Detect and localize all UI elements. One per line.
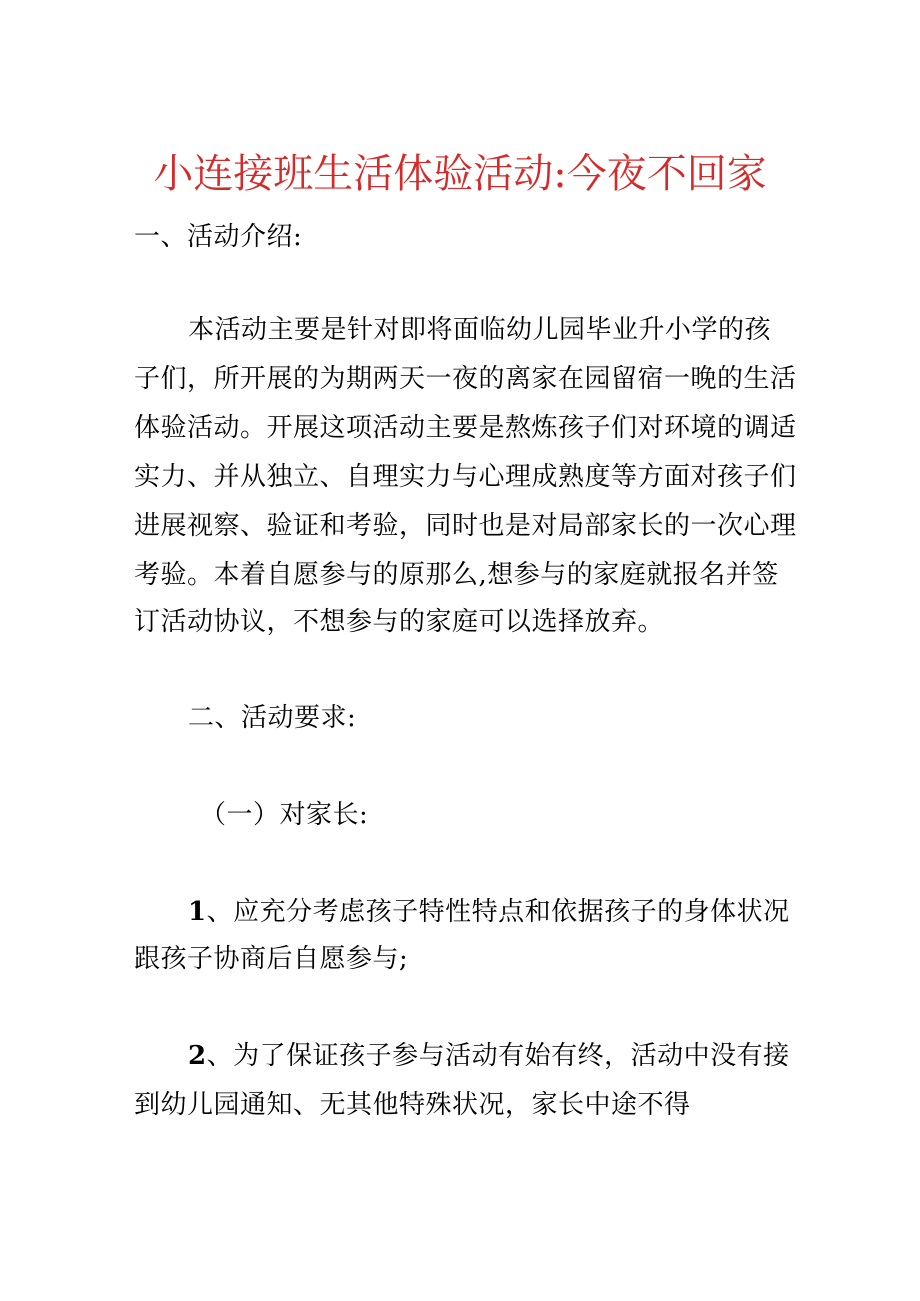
item-line: 跟孩子协商后自愿参与; bbox=[134, 944, 409, 974]
paragraph-line: 实力、并从独立、自理实力与心理成熟度等方面对孩子们 bbox=[134, 462, 797, 492]
item-line bbox=[188, 894, 790, 930]
paragraph-line: 进展视察、验证和考验，同时也是对局部家长的一次心理 bbox=[134, 511, 797, 541]
paragraph-line: 考验。本着自愿参与的原那么,想参与的家庭就报名并签 bbox=[134, 560, 779, 590]
item-number: 1 bbox=[188, 897, 207, 927]
paragraph-line: 体验活动。开展这项活动主要是熬炼孩子们对环境的调适 bbox=[134, 413, 797, 443]
section-heading-requirements: 二、活动要求: bbox=[188, 703, 357, 733]
paragraph-line: 订活动协议，不想参与的家庭可以选择放弃。 bbox=[134, 607, 665, 637]
item-number: 2 bbox=[188, 1041, 207, 1071]
item-text: 、应充分考虑孩子特性特点和依据孩子的身体状况 bbox=[206, 897, 790, 927]
paragraph-line: 子们，所开展的为期两天一夜的离家在园留宿一晚的生活 bbox=[134, 364, 797, 394]
item-line: 到幼儿园通知、无其他特殊状况，家长中途不得 bbox=[134, 1090, 691, 1120]
item-line bbox=[188, 1038, 790, 1074]
document-title: 小连接班生活体验活动:今夜不回家 bbox=[153, 151, 767, 197]
item-text: 、为了保证孩子参与活动有始有终，活动中没有接 bbox=[206, 1041, 790, 1071]
paragraph-line: 本活动主要是针对即将面临幼儿园毕业升小学的孩 bbox=[188, 315, 772, 345]
section-heading-intro: 一、活动介绍: bbox=[134, 222, 303, 252]
subsection-heading-parents: （一）对家长: bbox=[200, 800, 369, 830]
